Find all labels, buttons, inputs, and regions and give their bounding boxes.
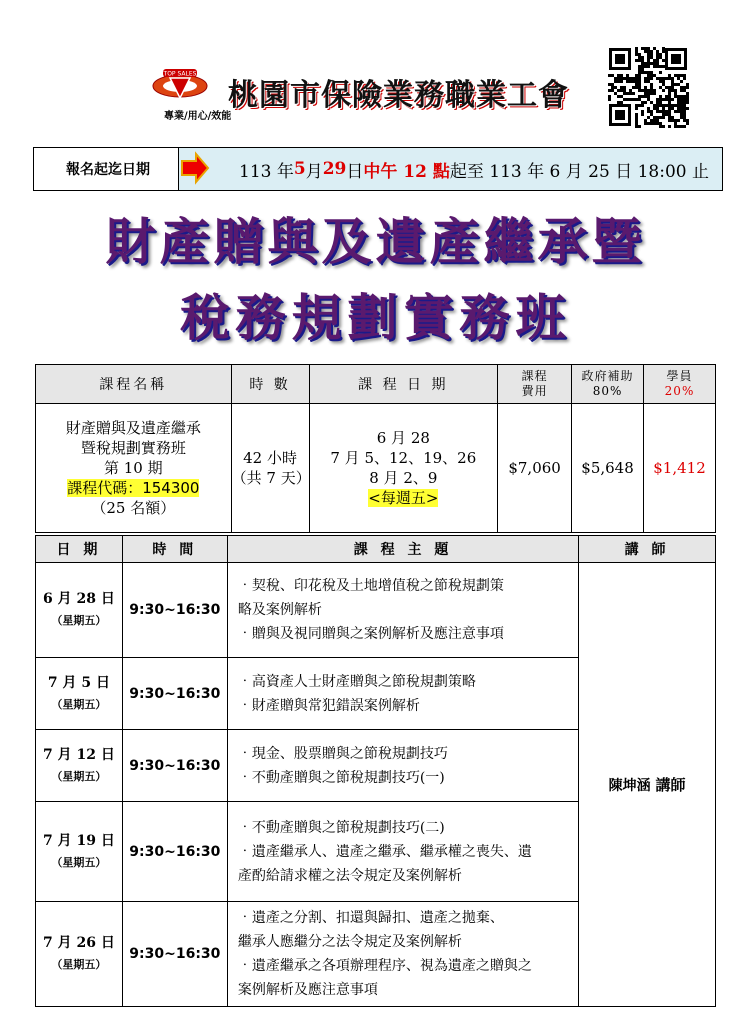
header-hours: 時 數 — [231, 365, 309, 404]
reg-day: 29 — [322, 159, 347, 179]
lecturer-cell — [579, 563, 716, 1007]
course-name-cell: 財產贈與及遺產繼承 暨稅規劃實務班 第 10 期 課程代碼：154300 （25 名額） — [36, 404, 232, 533]
lecturer-name: 陳坤涵 — [608, 778, 651, 794]
reg-text-1: 113 年 — [239, 161, 294, 182]
header-time: 時 間 — [122, 536, 227, 563]
reg-text-3: 日 — [346, 161, 364, 182]
reg-noon: 中午 12 點 — [363, 161, 450, 182]
course-code: 課程代碼：154300 — [67, 479, 200, 497]
header-date: 日 期 — [36, 536, 123, 563]
slogan: 專業/用心/效能 — [164, 111, 232, 122]
hours-cell: 42 小時 （共 7 天） — [231, 404, 309, 533]
table-row: 7 月 12 日 （星期五） 9:30~16:30 ‧現金、股票贈與之節稅規劃技巧 ‧不動產贈與之節稅規劃技巧(一) — [36, 730, 716, 802]
header-topic: 課 程 主 題 — [227, 536, 578, 563]
registration-period-box — [33, 147, 723, 191]
reg-text-4: 起至 113 年 6 月 25 日 18:00 止 — [449, 161, 709, 182]
header-fee: 課程費用 — [498, 365, 572, 404]
lecturer-title: 講師 — [655, 776, 686, 794]
reg-text-2: 月 — [305, 161, 323, 182]
header-subsidy: 政府補助 80% — [572, 365, 644, 404]
fee-cell: $7,060 — [498, 404, 572, 533]
table-row: 7 月 19 日 （星期五） 9:30~16:30 ‧不動產贈與之節稅規劃技巧(二) ‧遺產繼承人、遺產之繼承、繼承權之喪失、遺 產酌給請求權之法令規定及案例解析 — [36, 802, 716, 902]
logo-text: TOP SALES — [163, 70, 197, 78]
course-title-line1: 財產贈與及遺產繼承暨 — [105, 212, 646, 271]
header-lecturer: 講 師 — [579, 536, 716, 563]
union-name: 桃園市保險業務職業工會 — [228, 78, 569, 113]
subsidy-cell: $5,648 — [572, 404, 644, 533]
header-student: 學員 20% — [644, 365, 716, 404]
dates-cell: 6 月 28 7 月 5、12、19、26 8 月 2、9 <每週五> — [309, 404, 498, 533]
header-course-name: 課程名稱 — [36, 365, 232, 404]
student-fee-cell: $1,412 — [644, 404, 716, 533]
course-title-line2: 稅務規劃實務班 — [179, 288, 572, 347]
header-dates: 課 程 日 期 — [309, 365, 498, 404]
table-row: 7 月 5 日 （星期五） 9:30~16:30 ‧高資產人士財產贈與之節稅規劃策略 ‧財產贈與常犯錯誤案例解析 — [36, 658, 716, 730]
registration-label: 報名起迄日期 — [34, 148, 179, 190]
schedule-table — [35, 535, 716, 1007]
arrow-right-icon — [180, 147, 210, 189]
course-info-table — [35, 364, 716, 533]
table-row: 7 月 26 日 （星期五） 9:30~16:30 ‧遺產之分割、扣還與歸扣、遺產之拋棄、 繼承人應繼分之法令規定及案例解析 ‧遺產繼承之各項辦理程序、視為遺產之贈與之 案例解析及應注意事項 — [36, 902, 716, 1007]
reg-month: 5 — [293, 159, 306, 179]
qr-code[interactable] — [607, 46, 689, 128]
table-row: 6 月 28 日 （星期五） 9:30~16:30 ‧契稅、印花稅及土地增值稅之節稅規劃策 略及案例解析 ‧贈與及視同贈與之案例解析及應注意事項 陳坤涵 講師 — [36, 563, 716, 658]
registration-period — [179, 148, 722, 190]
